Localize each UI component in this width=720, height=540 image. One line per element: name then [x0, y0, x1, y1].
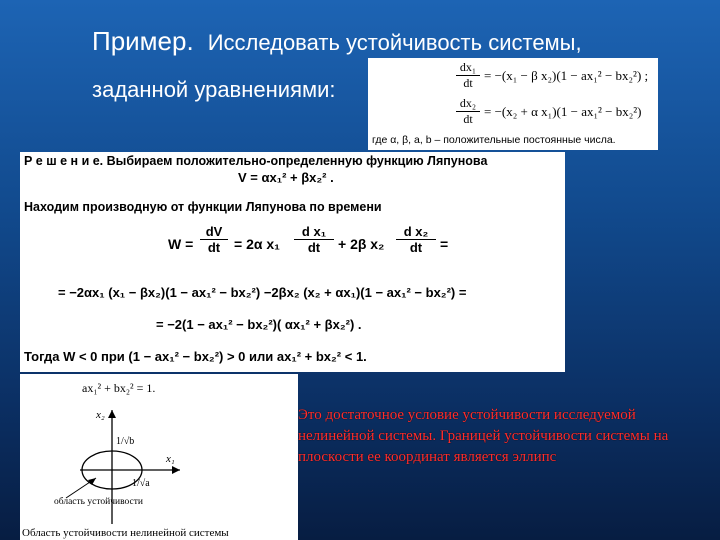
x1-axis-arrow: [172, 466, 180, 474]
eq2-derivative: $\frac{\text{dx₂}}{dt}$: [456, 96, 480, 127]
semi-axis-a-label: 1/√a: [132, 478, 150, 489]
axis-x2-label: x₂: [96, 409, 105, 421]
stability-condition: Тогда W < 0 при (1 − ax₁² − bx₂²) > 0 или ax₁² + bx₂² < 1.: [24, 349, 367, 364]
w-simplified: = −2(1 − ax₁² − bx₂²)( αx₁² + βx₂²) .: [156, 317, 362, 332]
w-expanded: = −2αx₁ (x₁ − βx₂)(1 − ax₁² − bx₂²) −2βx₂ (x₂ + αx₁)(1 − ax₁² − bx₂²) =: [58, 285, 467, 300]
dx1-dt-fraction: $\frac{\text{d x₁}}{dt}$: [294, 224, 334, 255]
semi-axis-b-label: 1/√b: [116, 436, 135, 447]
solution-intro: Р е ш е н и е. Выбираем положительно-определенную функцию Ляпунова: [24, 154, 488, 168]
region-pointer-arrow: [88, 478, 96, 485]
lyapunov-function: V = αx₁² + βx₂² .: [238, 170, 334, 185]
title-word: Пример.: [92, 26, 194, 56]
dx2-dt-fraction: $\frac{\text{d x₂}}{dt}$: [396, 224, 436, 255]
eq1-rhs: = −(x₁ − β x₂)(1 − ax₁² − bx₂²) ;: [484, 68, 649, 83]
figure-panel: [20, 374, 298, 540]
slide-title-line2: заданной уравнениями:: [92, 77, 336, 102]
ellipse-equation: ax₁² + bx₂² = 1.: [82, 381, 156, 395]
equations-panel: [368, 58, 658, 150]
constants-note: где α, β, a, b – положительные постоянные числа.: [372, 134, 616, 146]
stability-note: Это достаточное условие устойчивости исследуемой нелинейной системы. Границей устойчивости системы на плоскости ее координат является эллипс: [298, 407, 669, 465]
stability-region-figure: [20, 374, 298, 540]
x2-axis-arrow: [108, 410, 116, 418]
figure-caption: Область устойчивости нелинейной системы: [22, 527, 229, 539]
dv-dt-fraction: $\frac{dV}{dt}$: [200, 224, 228, 255]
w-lhs: W =: [168, 236, 194, 252]
slide-title: [92, 26, 582, 57]
axis-x1-label: x₁: [166, 453, 175, 465]
w-equals: =: [440, 236, 449, 252]
solution-panel: [20, 152, 565, 372]
derivative-intro: Находим производную от функции Ляпунова по времени: [24, 200, 382, 214]
title-rest: Исследовать устойчивость системы,: [207, 30, 582, 55]
w-term2: + 2β x₂: [338, 236, 385, 252]
stability-region-label: область устойчивости: [54, 497, 143, 507]
w-term1: = 2α x₁: [234, 236, 280, 252]
eq2-rhs: = −(x₂ + α x₁)(1 − ax₁² − bx₂²): [484, 104, 642, 119]
eq1-derivative: $\frac{\text{dx₁}}{dt}$: [456, 60, 480, 91]
